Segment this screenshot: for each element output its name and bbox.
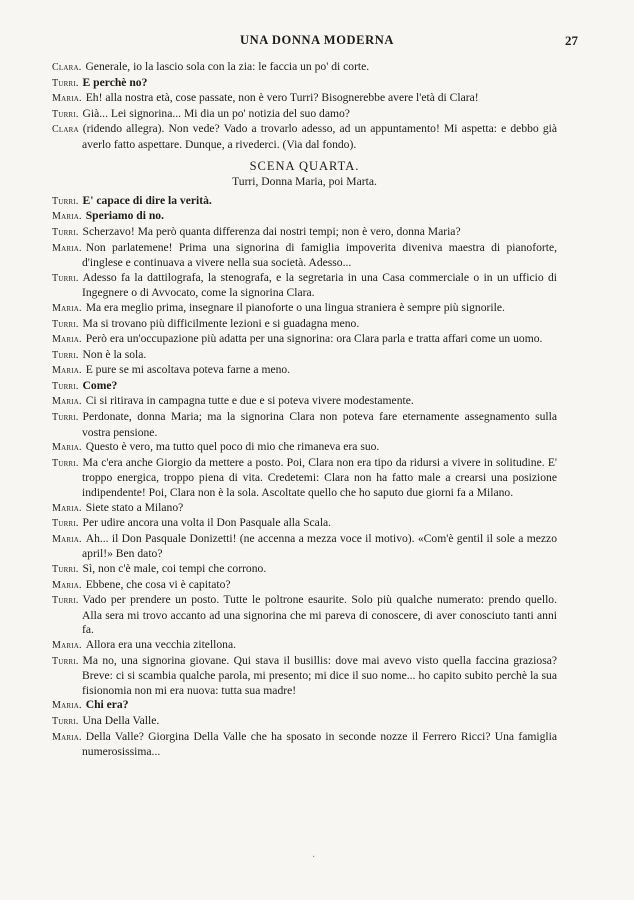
- dialogue-text: Siete stato a Milano?: [85, 500, 184, 514]
- speaker-name: Turri.: [52, 108, 79, 120]
- dialogue-line: [52, 501, 557, 517]
- dialogue-text: Ah... il Don Pasquale Donizetti! (ne accenna a mezza voce il motivo). «Com'è gentil il sole a mezzo april!» Ben dato?: [82, 531, 557, 561]
- speaker-name: Turri.: [52, 564, 79, 575]
- dialogue-line: [52, 209, 557, 225]
- dialogue-line: [52, 332, 557, 348]
- dialogue-text: Non parlatemene! Prima una signorina di famiglia impoverita diveniva maestra di pianoforte, d'inglese e continuava a vivere nella sua società. Adesso...: [82, 240, 557, 270]
- scene-title: SCENA QUARTA.: [249, 158, 360, 173]
- dialogue-after-scene: [52, 194, 557, 760]
- speaker-name: Maria.: [52, 93, 82, 105]
- dialogue-text: Ma no, una signorina giovane. Qui stava il busillis: dove mai avevo visto quella faccina graziosa? Breve: ci si scambia qualche parola, mi presento; mi dice il suo nome... ho capito subito perchè la sua fisionomia non mi era nuova: tutta sua madre!: [82, 653, 557, 697]
- dialogue-line: [52, 698, 557, 714]
- dialogue-text: Perdonate, donna Maria; ma la signorina Clara non poteva fare eternamente assegnamento sulla vostra pensione.: [82, 410, 557, 439]
- dialogue-line: [52, 410, 557, 440]
- dialogue-line: [52, 271, 557, 301]
- running-title: UNA DONNA MODERNA: [240, 33, 394, 47]
- dialogue-text: Adesso fa la dattilografa, la stenografa, e la segretaria in una Casa commerciale o in un ufficio di Ingegnere o di Avvocato, come la signorina Clara.: [82, 270, 557, 300]
- speaker-name: Maria.: [52, 211, 82, 223]
- dialogue-line: [52, 578, 557, 594]
- dialogue-line: [52, 532, 557, 562]
- speaker-name: Maria.: [52, 579, 82, 591]
- speaker-name: Turri.: [52, 715, 79, 727]
- dialogue-line: [52, 91, 557, 107]
- dialogue-text: E perchè no?: [82, 75, 148, 89]
- dialogue-text: Ebbene, che cosa vi è capitato?: [85, 577, 231, 591]
- dialogue-line: [52, 317, 557, 333]
- speaker-name: Maria.: [52, 502, 82, 514]
- page-number: 27: [565, 33, 578, 48]
- dialogue-text: E' capace di dire la verità.: [82, 193, 212, 207]
- dialogue-text: Scherzavo! Ma però quanta differenza dai nostri tempi; non è vero, donna Maria?: [82, 224, 461, 238]
- dialogue-text: Già... Lei signorina... Mi dia un po' notizia del suo damo?: [82, 106, 350, 120]
- dialogue-text: Ma si trovano più difficilmente lezioni e si guadagna meno.: [82, 316, 360, 330]
- dialogue-text: Questo è vero, ma tutto quel poco di mio che rimaneva era suo.: [85, 440, 380, 454]
- dialogue-text: (ridendo allegra). Non vede? Vado a trovarlo adesso, ad un appuntamento! Mi aspetta: e debbo già averlo fatto aspettare. Dunque, a rivederci. (Via dal fondo).: [82, 122, 557, 151]
- dialogue-line: [52, 241, 557, 271]
- dialogue-line: [52, 456, 557, 501]
- dialogue-line: [52, 107, 557, 123]
- speaker-name: Turri.: [52, 655, 79, 667]
- speaker-name: Turri.: [52, 195, 79, 207]
- speaker-name: Turri.: [52, 349, 79, 361]
- dialogue-text: Chi era?: [85, 698, 129, 712]
- speaker-name: Maria.: [52, 334, 82, 346]
- speaker-name: Turri.: [52, 518, 79, 530]
- dialogue-line: [52, 60, 557, 76]
- dialogue-line: [52, 730, 557, 760]
- dialogue-line: [52, 363, 557, 379]
- dialogue-text: Non è la sola.: [82, 347, 147, 361]
- speaker-name: Turri.: [52, 412, 79, 424]
- dialogue-text: Della Valle? Giorgina Della Valle che ha sposato in seconde nozze il Ferrero Ricci? Una famiglia numerosissima...: [82, 729, 557, 759]
- speaker-name: Turri.: [52, 77, 79, 89]
- speaker-name: Maria.: [52, 365, 82, 377]
- scene-cast: Turri, Donna Maria, poi Marta.: [232, 175, 377, 189]
- dialogue-text: Sì, non c'è male, coi tempi che corrono.: [82, 562, 267, 575]
- dialogue-line: [52, 122, 557, 152]
- dialogue-text: Eh! alla nostra età, cose passate, non è vero Turri? Bisognerebbe avere l'età di Clara!: [85, 91, 479, 105]
- dialogue-line: [52, 379, 557, 395]
- speaker-name: Turri.: [52, 272, 79, 284]
- speaker-name: Maria.: [52, 639, 82, 651]
- dialogue-text: Vado per prendere un posto. Tutte le poltrone esaurite. Solo più qualche numerato: prendo quello. Alla sera mi trovo accanto ad una signorina che mi pareva di conoscere, di aver conosciuto tanti anni fa.: [82, 593, 557, 637]
- dialogue-text: Allora era una vecchia zitellona.: [85, 637, 237, 651]
- speaker-name: Maria.: [52, 442, 82, 454]
- speaker-name: Turri.: [52, 318, 79, 330]
- dialogue-text: Speriamo di no.: [85, 209, 164, 223]
- dialogue-line: [52, 301, 557, 317]
- dialogue-text: Una Della Valle.: [82, 713, 160, 727]
- dialogue-line: [52, 562, 557, 578]
- dialogue-text: E pure se mi ascoltava poteva farne a meno.: [85, 363, 291, 377]
- dialogue-line: [52, 516, 557, 532]
- dialogue-line: [52, 225, 557, 241]
- dialogue-text: Come?: [82, 378, 118, 392]
- speaker-name: Clara: [52, 124, 79, 136]
- dialogue-line: [52, 440, 557, 456]
- running-head: [46, 33, 588, 51]
- speaker-name: Maria.: [52, 700, 82, 712]
- dialogue-text: Però era un'occupazione più adatta per una signorina: ora Clara parla e tratta affari come un uomo.: [85, 332, 543, 346]
- speaker-name: Maria.: [52, 731, 82, 743]
- dialogue-text: Generale, io la lascio sola con la zia: le faccia un po' di corte.: [85, 60, 370, 73]
- dialogue-line: [52, 194, 557, 210]
- page-content: [52, 60, 557, 760]
- dialogue-line: [52, 593, 557, 638]
- speaker-name: Turri.: [52, 380, 79, 392]
- dialogue-text: Ma era meglio prima, insegnare il pianoforte o una lingua straniera è sempre più signorile.: [85, 300, 505, 314]
- dialogue-line: [52, 654, 557, 699]
- stray-ink-mark: ·: [312, 852, 316, 863]
- dialogue-line: [52, 76, 557, 92]
- dialogue-text: Ma c'era anche Giorgio da mettere a posto. Poi, Clara non era tipo da ridursi a vivere in solitudine. E' troppo energica, troppo piena di vita. Credetemi: Clara non ha fatto male a crearsi una posizione indipendente! Poi, Clara non è la sola. Ascoltate quello che ho saputo due giorni fa a Milano.: [82, 455, 557, 500]
- dialogue-line: [52, 714, 557, 730]
- dialogue-line: [52, 394, 557, 410]
- dialogue-text: Per udire ancora una volta il Don Pasquale alla Scala.: [82, 516, 332, 530]
- speaker-name: Turri.: [52, 226, 79, 238]
- speaker-name: Clara.: [52, 62, 82, 73]
- dialogue-line: [52, 638, 557, 654]
- speaker-name: Maria.: [52, 302, 82, 314]
- speaker-name: Maria.: [52, 242, 82, 254]
- dialogue-line: [52, 348, 557, 364]
- speaker-name: Maria.: [52, 396, 82, 408]
- speaker-name: Turri.: [52, 457, 79, 469]
- speaker-name: Maria.: [52, 533, 82, 545]
- speaker-name: Turri.: [52, 595, 79, 607]
- dialogue-text: Ci si ritirava in campagna tutte e due e si poteva vivere modestamente.: [85, 394, 414, 408]
- dialogue-before-scene: [52, 60, 557, 153]
